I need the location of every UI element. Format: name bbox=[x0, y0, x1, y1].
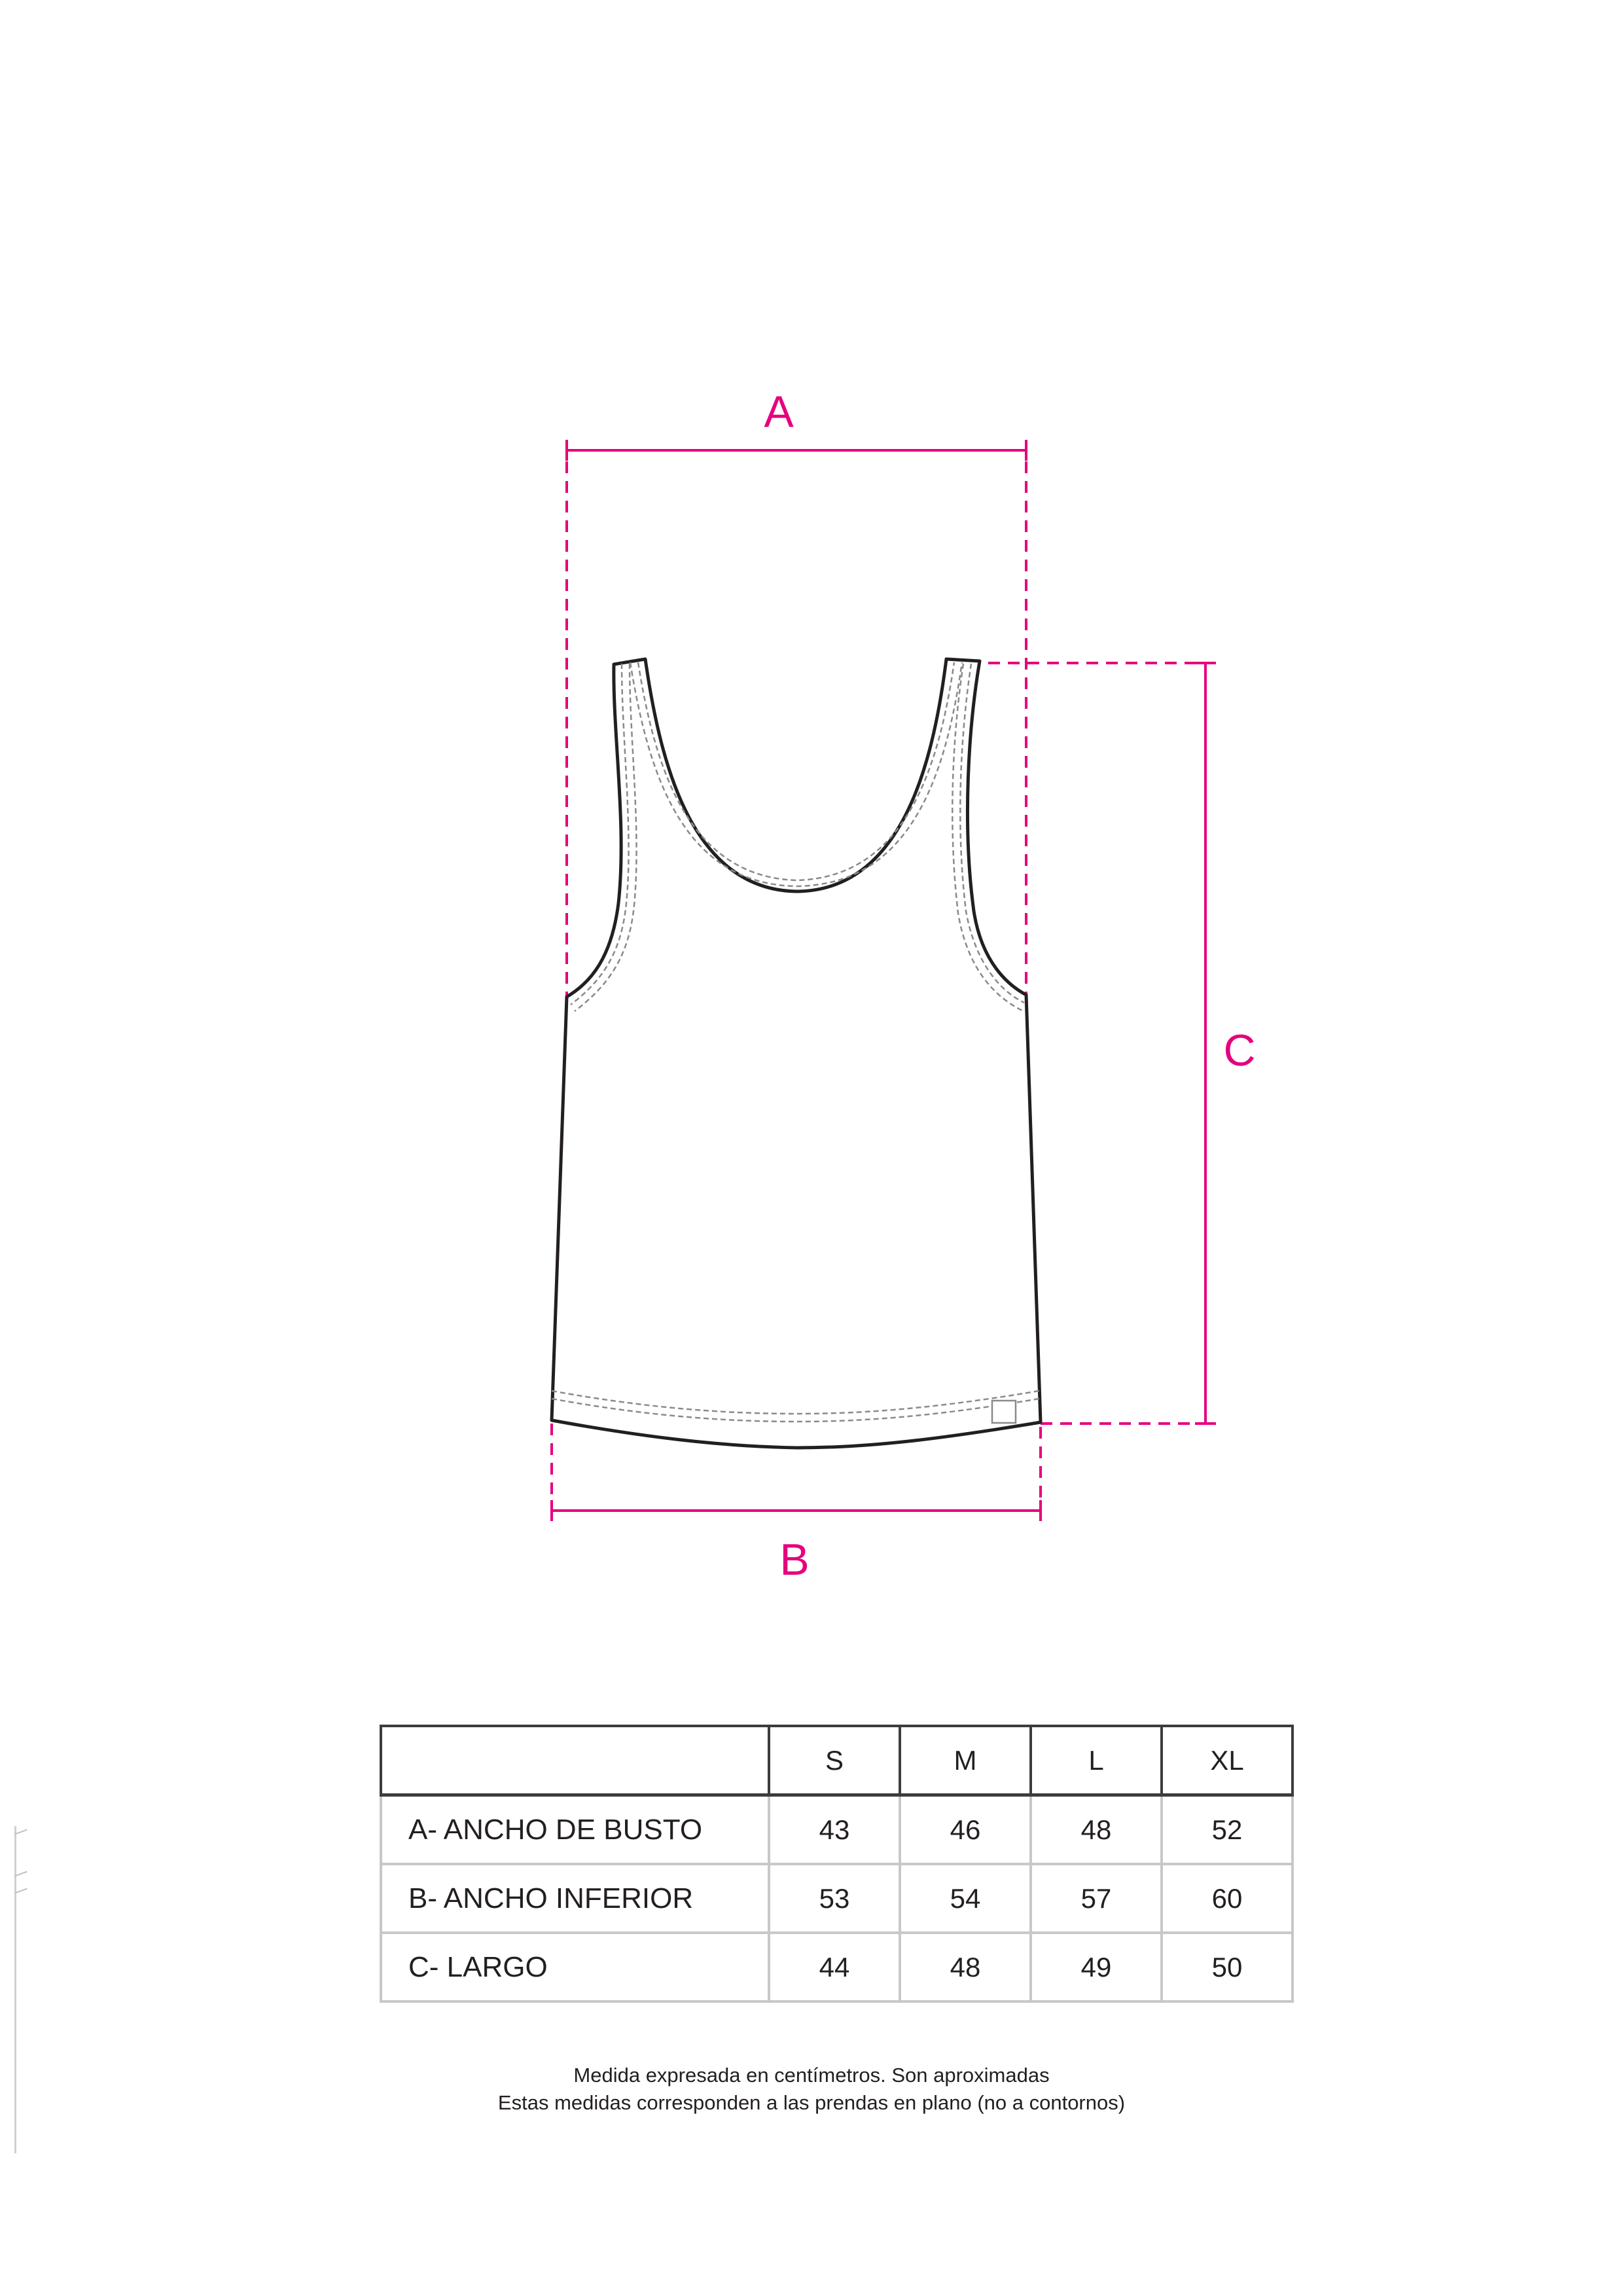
dimension-a-label: A bbox=[764, 387, 794, 437]
table-row bbox=[381, 1864, 1293, 1933]
dimension-c-label: C bbox=[1223, 1026, 1256, 1075]
note-line-1: Medida expresada en centímetros. Son aproximadas bbox=[573, 2064, 1050, 2087]
margin-tick bbox=[14, 1871, 27, 1877]
row-value: 49 bbox=[1031, 1933, 1162, 2001]
row-value: 60 bbox=[1162, 1864, 1293, 1933]
row-value: 48 bbox=[900, 1933, 1031, 2001]
row-label: B- ANCHO INFERIOR bbox=[381, 1864, 769, 1933]
size-header-m: M bbox=[900, 1726, 1031, 1795]
garment-outline bbox=[552, 659, 1041, 1448]
size-header-empty bbox=[381, 1726, 769, 1795]
dimension-b-label: B bbox=[779, 1535, 810, 1585]
size-header-row bbox=[381, 1726, 1293, 1795]
row-value: 50 bbox=[1162, 1933, 1293, 2001]
row-label: C- LARGO bbox=[381, 1933, 769, 2001]
table-row bbox=[381, 1933, 1293, 2001]
size-table bbox=[380, 1725, 1294, 2003]
margin-tick bbox=[14, 1888, 27, 1894]
row-value: 57 bbox=[1031, 1864, 1162, 1933]
row-value: 43 bbox=[769, 1795, 900, 1865]
margin-tick bbox=[14, 1829, 27, 1835]
row-value: 54 bbox=[900, 1864, 1031, 1933]
size-header-l: L bbox=[1031, 1726, 1162, 1795]
row-value: 48 bbox=[1031, 1795, 1162, 1865]
note-line-2: Estas medidas corresponden a las prendas en plano (no a contornos) bbox=[497, 2091, 1126, 2114]
measurement-notes bbox=[0, 2062, 1623, 2117]
hem-label-tag bbox=[992, 1401, 1016, 1423]
table-row bbox=[381, 1795, 1293, 1865]
row-value: 53 bbox=[769, 1864, 900, 1933]
size-header-xl: XL bbox=[1162, 1726, 1293, 1795]
row-value: 52 bbox=[1162, 1795, 1293, 1865]
row-label: A- ANCHO DE BUSTO bbox=[381, 1795, 769, 1865]
row-value: 46 bbox=[900, 1795, 1031, 1865]
row-value: 44 bbox=[769, 1933, 900, 2001]
tank-top-drawing bbox=[552, 659, 1041, 1448]
size-header-s: S bbox=[769, 1726, 900, 1795]
